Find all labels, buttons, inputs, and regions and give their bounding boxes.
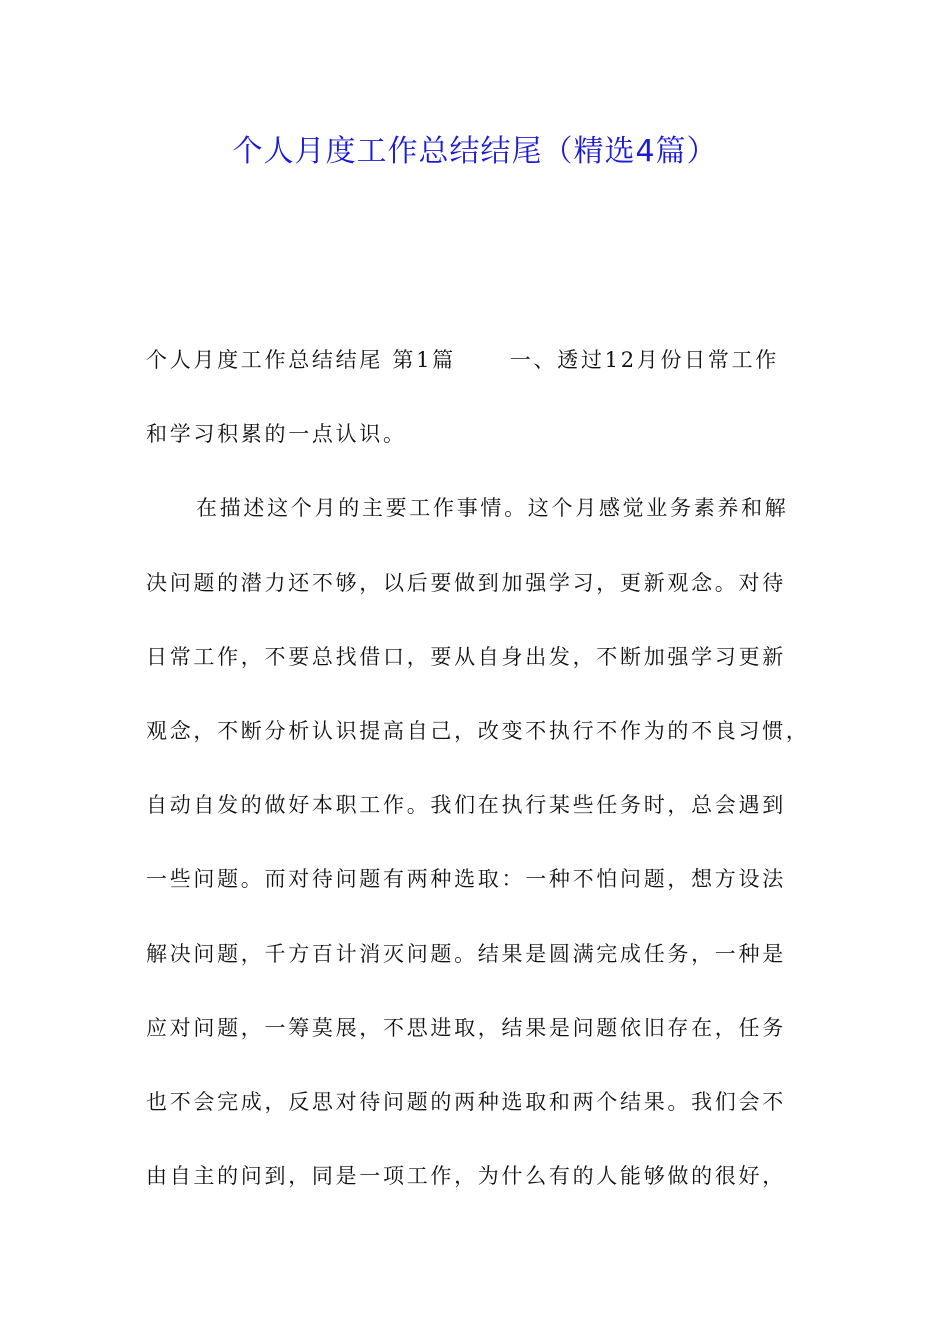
section-heading: 个人月度工作总结结尾 第1篇: [146, 348, 456, 372]
paragraph-2-line: 解决问题，千方百计消灭问题。结果是圆满完成任务，一种是: [146, 941, 786, 966]
paragraph-2-line: 观念，不断分析认识提高自己，改变不执行不作为的不良习惯，: [146, 718, 810, 743]
paragraph-2-line: 在描述这个月的主要工作事情。这个月感觉业务素养和解: [196, 496, 789, 521]
paragraph-2-line: 也不会完成，反思对待问题的两种选取和两个结果。我们会不: [146, 1089, 786, 1114]
section-intro: 一、透过12月份日常工作: [509, 348, 779, 372]
paragraph-2-line: 一些问题。而对待问题有两种选取：一种不怕问题，想方设法: [146, 867, 786, 892]
paragraph-1-line-1: [146, 333, 816, 407]
paragraph-2-line: 日常工作，不要总找借口，要从自身出发，不断加强学习更新: [146, 644, 786, 669]
document-title: 个人月度工作总结结尾（精选4篇）: [232, 134, 718, 169]
paragraph-1-line-2: 和学习积累的一点认识。: [146, 422, 407, 447]
paragraph-2-line: 由自主的问到，同是一项工作，为什么有的人能够做的很好，: [146, 1164, 786, 1189]
paragraph-2-line: 自动自发的做好本职工作。我们在执行某些任务时，总会遇到: [146, 793, 786, 818]
document-body: [146, 333, 816, 1223]
paragraph-2-line: 决问题的潜力还不够，以后要做到加强学习，更新观念。对待: [146, 570, 786, 595]
paragraph-2-line: 应对问题，一筹莫展，不思进取，结果是问题依旧存在，任务: [146, 1015, 786, 1040]
